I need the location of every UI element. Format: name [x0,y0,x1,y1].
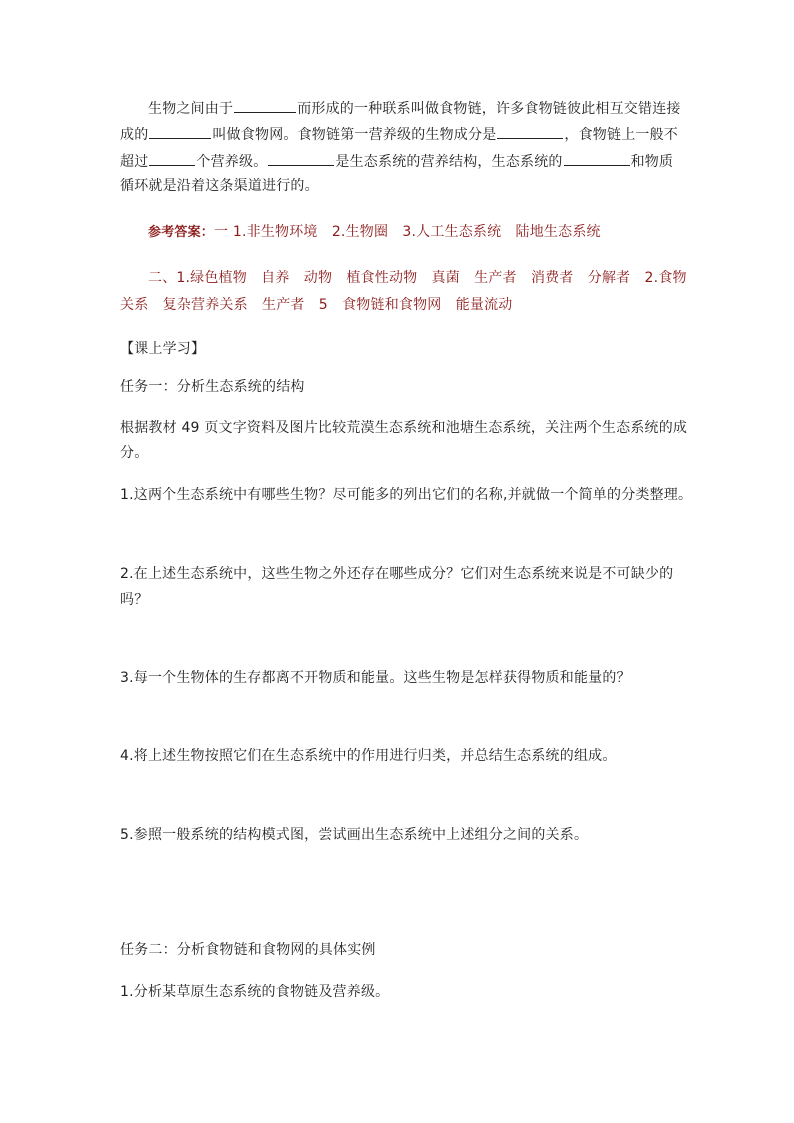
answers-part-1 [148,223,601,242]
answers-part-2-line-1 [148,269,687,287]
task1-question-3: 3.每一个生物体的生存都离不开物质和能量。这些生物是怎样获得物质和能量的？ [120,670,631,686]
answers-text: 关系 复杂营养关系 生产者 5 食物链和食物网 能量流动 [120,297,513,313]
answers-part-2-line-2 [120,296,513,314]
answer-blank[interactable] [234,98,296,113]
answer-blank[interactable] [497,124,563,139]
task1-question-5: 5.参照一般系统的结构模式图，尝试画出生态系统中上述组分之间的关系。 [120,827,589,843]
fill-in-line-4 [120,177,319,195]
task2-title: 任务二：分析食物链和食物网的具体实例 [120,942,376,958]
task1-intro-line-1: 根据教材 49 页文字资料及图片比较荒漠生态系统和池塘生态系统，关注两个生态系统的成 [120,420,688,436]
fill-in-line-1 [148,98,681,118]
task1-question-1: 1.这两个生态系统中有哪些生物？尽可能多的列出它们的名称,并就做一个简单的分类整理。 [120,487,693,503]
fill-in-line-2 [120,124,678,144]
text: 是生态系统的营养结构，生态系统的 [335,154,563,170]
text: 成的 [120,127,149,143]
answer-blank[interactable] [149,151,195,166]
fill-in-line-3 [120,151,673,171]
task2-question-1: 1.分析某草原生态系统的食物链及营养级。 [120,984,390,1000]
answers-text: 一 1.非生物环境 2.生物圈 3.人工生态系统 陆地生态系统 [214,224,601,240]
task1-title: 任务一：分析生态系统的结构 [120,379,305,395]
answers-text: 二、1.绿色植物 自养 动物 植食性动物 真菌 生产者 消费者 分解者 2.食物 [148,270,687,286]
text: 个营养级。 [196,154,268,170]
text: ，食物链上一般不 [564,127,679,143]
text: 循环就是沿着这条渠道进行的。 [120,178,319,194]
section-heading: 【课上学习】 [120,341,206,357]
answer-blank[interactable] [564,151,630,166]
task1-intro-line-2: 分。 [120,445,149,461]
text: 和物质 [630,154,674,170]
answer-blank[interactable] [268,151,334,166]
task1-question-2-line-2: 吗？ [120,592,149,608]
answers-label: 参考答案： [148,225,215,240]
task1-question-4: 4.将上述生物按照它们在生态系统中的作用进行归类，并总结生态系统的组成。 [120,748,617,764]
text: 生物之间由于 [148,101,234,117]
text: 而形成的一种联系叫做食物链，许多食物链彼此相互交错连接 [297,101,681,117]
text: 叫做食物网。食物链第一营养级的生物成分是 [212,127,497,143]
task1-question-2-line-1: 2.在上述生态系统中，这些生物之外还存在哪些成分？它们对生态系统来说是不可缺少的 [120,566,674,582]
answer-blank[interactable] [149,124,211,139]
text: 超过 [120,154,149,170]
